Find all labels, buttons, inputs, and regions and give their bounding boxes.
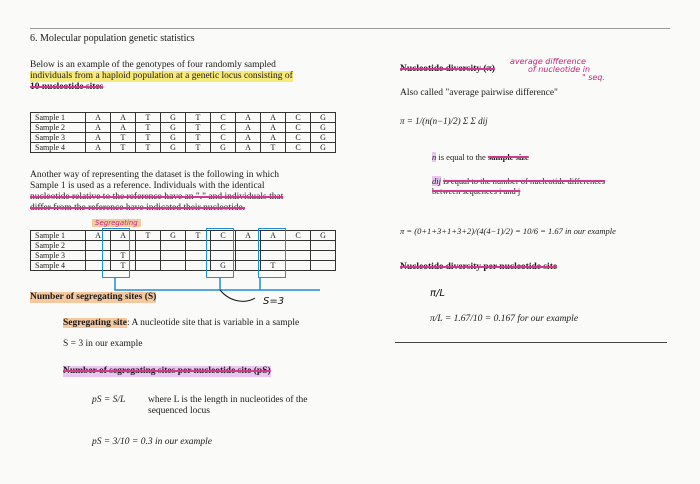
ps-formula: pS = S/L: [92, 395, 126, 405]
genotype-table: [30, 112, 336, 153]
section-title: 6. Molecular population genetic statistics: [30, 33, 195, 44]
genotype-cell: C: [286, 133, 311, 143]
genotype-cell: A: [236, 113, 261, 123]
genotype-row: [31, 113, 336, 123]
reference-cell: T: [186, 231, 211, 241]
genotype-cell: T: [111, 143, 136, 153]
genotype-cell: T: [261, 143, 286, 153]
ps-example: pS = 3/10 = 0.3 in our example: [92, 437, 212, 447]
genotype-row-label: Sample 2: [31, 123, 86, 133]
genotype-cell: A: [236, 143, 261, 153]
reference-cell: [136, 251, 161, 261]
reference-cell: [236, 241, 261, 251]
alternate-representation-paragraph: Another way of representing the dataset is the following in which Sample 1 is used as a reference. Individuals with the identical nucleotide relative to the reference have an "." and individuals that differ from the reference have indicated their nucleotide.: [30, 170, 284, 213]
genotype-row-label: Sample 1: [31, 113, 86, 123]
reference-cell: [311, 241, 336, 251]
genotype-cell: T: [186, 123, 211, 133]
intro-paragraph: Below is an example of the genotypes of four randomly sampled individuals from a haploid population at a genetic locus consisting of 10 nucleotide sites: [30, 60, 293, 92]
segregating-sites-heading: Number of segregating sites (S): [30, 292, 157, 302]
genotype-cell: A: [86, 123, 111, 133]
genotype-cell: T: [186, 133, 211, 143]
reference-cell: [286, 261, 311, 271]
reference-cell: G: [311, 231, 336, 241]
reference-cell: A: [86, 231, 111, 241]
genotype-cell: C: [286, 123, 311, 133]
genotype-cell: T: [136, 113, 161, 123]
reference-cell: T: [111, 251, 136, 261]
reference-row-label: Sample 2: [31, 241, 86, 251]
genotype-cell: C: [211, 133, 236, 143]
also-called-text: Also called "average pairwise difference": [400, 88, 558, 98]
genotype-cell: G: [161, 113, 186, 123]
genotype-cell: G: [311, 143, 336, 153]
reference-row-label: Sample 1: [31, 231, 86, 241]
reference-cell: [161, 251, 186, 261]
handwritten-note: average difference of nucleotide in " seq.: [510, 57, 605, 82]
reference-cell: [311, 261, 336, 271]
nucleotide-diversity-heading: Nucleotide diversity (π): [400, 64, 495, 74]
reference-cell: T: [111, 261, 136, 271]
right-bottom-rule: [395, 342, 667, 343]
genotype-cell: G: [161, 143, 186, 153]
genotype-cell: G: [311, 123, 336, 133]
reference-cell: A: [236, 231, 261, 241]
genotype-cell: A: [261, 133, 286, 143]
segregating-handwritten-label: Segregating: [92, 219, 141, 227]
reference-cell: C: [286, 231, 311, 241]
reference-row: [31, 261, 336, 271]
genotype-cell: A: [236, 123, 261, 133]
top-rule: [30, 28, 670, 29]
reference-cell: C: [211, 231, 236, 241]
genotype-row-label: Sample 3: [31, 133, 86, 143]
genotype-cell: A: [86, 133, 111, 143]
reference-row-label: Sample 4: [31, 261, 86, 271]
genotype-cell: A: [261, 123, 286, 133]
genotype-cell: G: [161, 133, 186, 143]
reference-cell: [236, 251, 261, 261]
genotype-row: [31, 143, 336, 153]
reference-table: [30, 230, 336, 271]
reference-cell: [311, 251, 336, 261]
genotype-cell: A: [111, 113, 136, 123]
n-definition: n is equal to the sample size: [432, 152, 529, 162]
genotype-row-label: Sample 4: [31, 143, 86, 153]
reference-cell: A: [111, 231, 136, 241]
pi-calculation: π = (0+1+3+1+3+2)/(4(4−1)/2) = 10/6 = 1.67 in our example: [400, 226, 616, 236]
segregating-site-definition: Segregating site: A nucleotide site that is variable in a sample: [63, 318, 300, 328]
genotype-cell: A: [111, 123, 136, 133]
genotype-cell: T: [111, 133, 136, 143]
genotype-cell: C: [211, 113, 236, 123]
reference-cell: A: [261, 231, 286, 241]
genotype-cell: T: [186, 143, 211, 153]
genotype-cell: C: [286, 113, 311, 123]
reference-cell: [136, 241, 161, 251]
s-equals-3-handwritten: S=3: [263, 296, 285, 307]
genotype-row: [31, 123, 336, 133]
per-site-diversity-heading: Nucleotide diversity per nucleotide site: [400, 262, 558, 272]
ps-where: where L is the length in nucleotides of the sequenced locus: [148, 395, 308, 416]
genotype-cell: C: [211, 123, 236, 133]
genotype-cell: T: [136, 133, 161, 143]
genotype-cell: T: [186, 113, 211, 123]
genotype-cell: G: [161, 123, 186, 133]
genotype-cell: A: [86, 143, 111, 153]
reference-cell: G: [161, 231, 186, 241]
reference-cell: [236, 261, 261, 271]
genotype-cell: T: [136, 143, 161, 153]
reference-cell: [286, 241, 311, 251]
genotype-row: [31, 133, 336, 143]
s-example: S = 3 in our example: [63, 339, 143, 349]
reference-cell: [136, 261, 161, 271]
genotype-cell: G: [311, 113, 336, 123]
reference-row: [31, 241, 336, 251]
reference-cell: [286, 251, 311, 261]
genotype-cell: T: [136, 123, 161, 133]
genotype-cell: A: [236, 133, 261, 143]
per-site-heading: Number of segregating sites per nucleotide site (pS): [63, 366, 271, 376]
reference-row-label: Sample 3: [31, 251, 86, 261]
reference-cell: T: [261, 261, 286, 271]
reference-cell: [161, 241, 186, 251]
genotype-cell: C: [286, 143, 311, 153]
pi-over-l-handwritten: π/L: [430, 288, 445, 299]
genotype-cell: A: [261, 113, 286, 123]
reference-cell: G: [211, 261, 236, 271]
reference-row: [31, 251, 336, 261]
per-site-calculation: π/L = 1.67/10 = 0.167 for our example: [430, 314, 579, 324]
reference-cell: [161, 261, 186, 271]
genotype-cell: G: [311, 133, 336, 143]
reference-cell: T: [136, 231, 161, 241]
genotype-cell: G: [211, 143, 236, 153]
pi-formula: π = 1/(n(n−1)/2) Σ Σ dij: [400, 116, 488, 126]
reference-row: [31, 231, 336, 241]
d-definition: dij is equal to the number of nucleotide differences between sequences i and j: [432, 176, 606, 196]
genotype-cell: A: [86, 113, 111, 123]
